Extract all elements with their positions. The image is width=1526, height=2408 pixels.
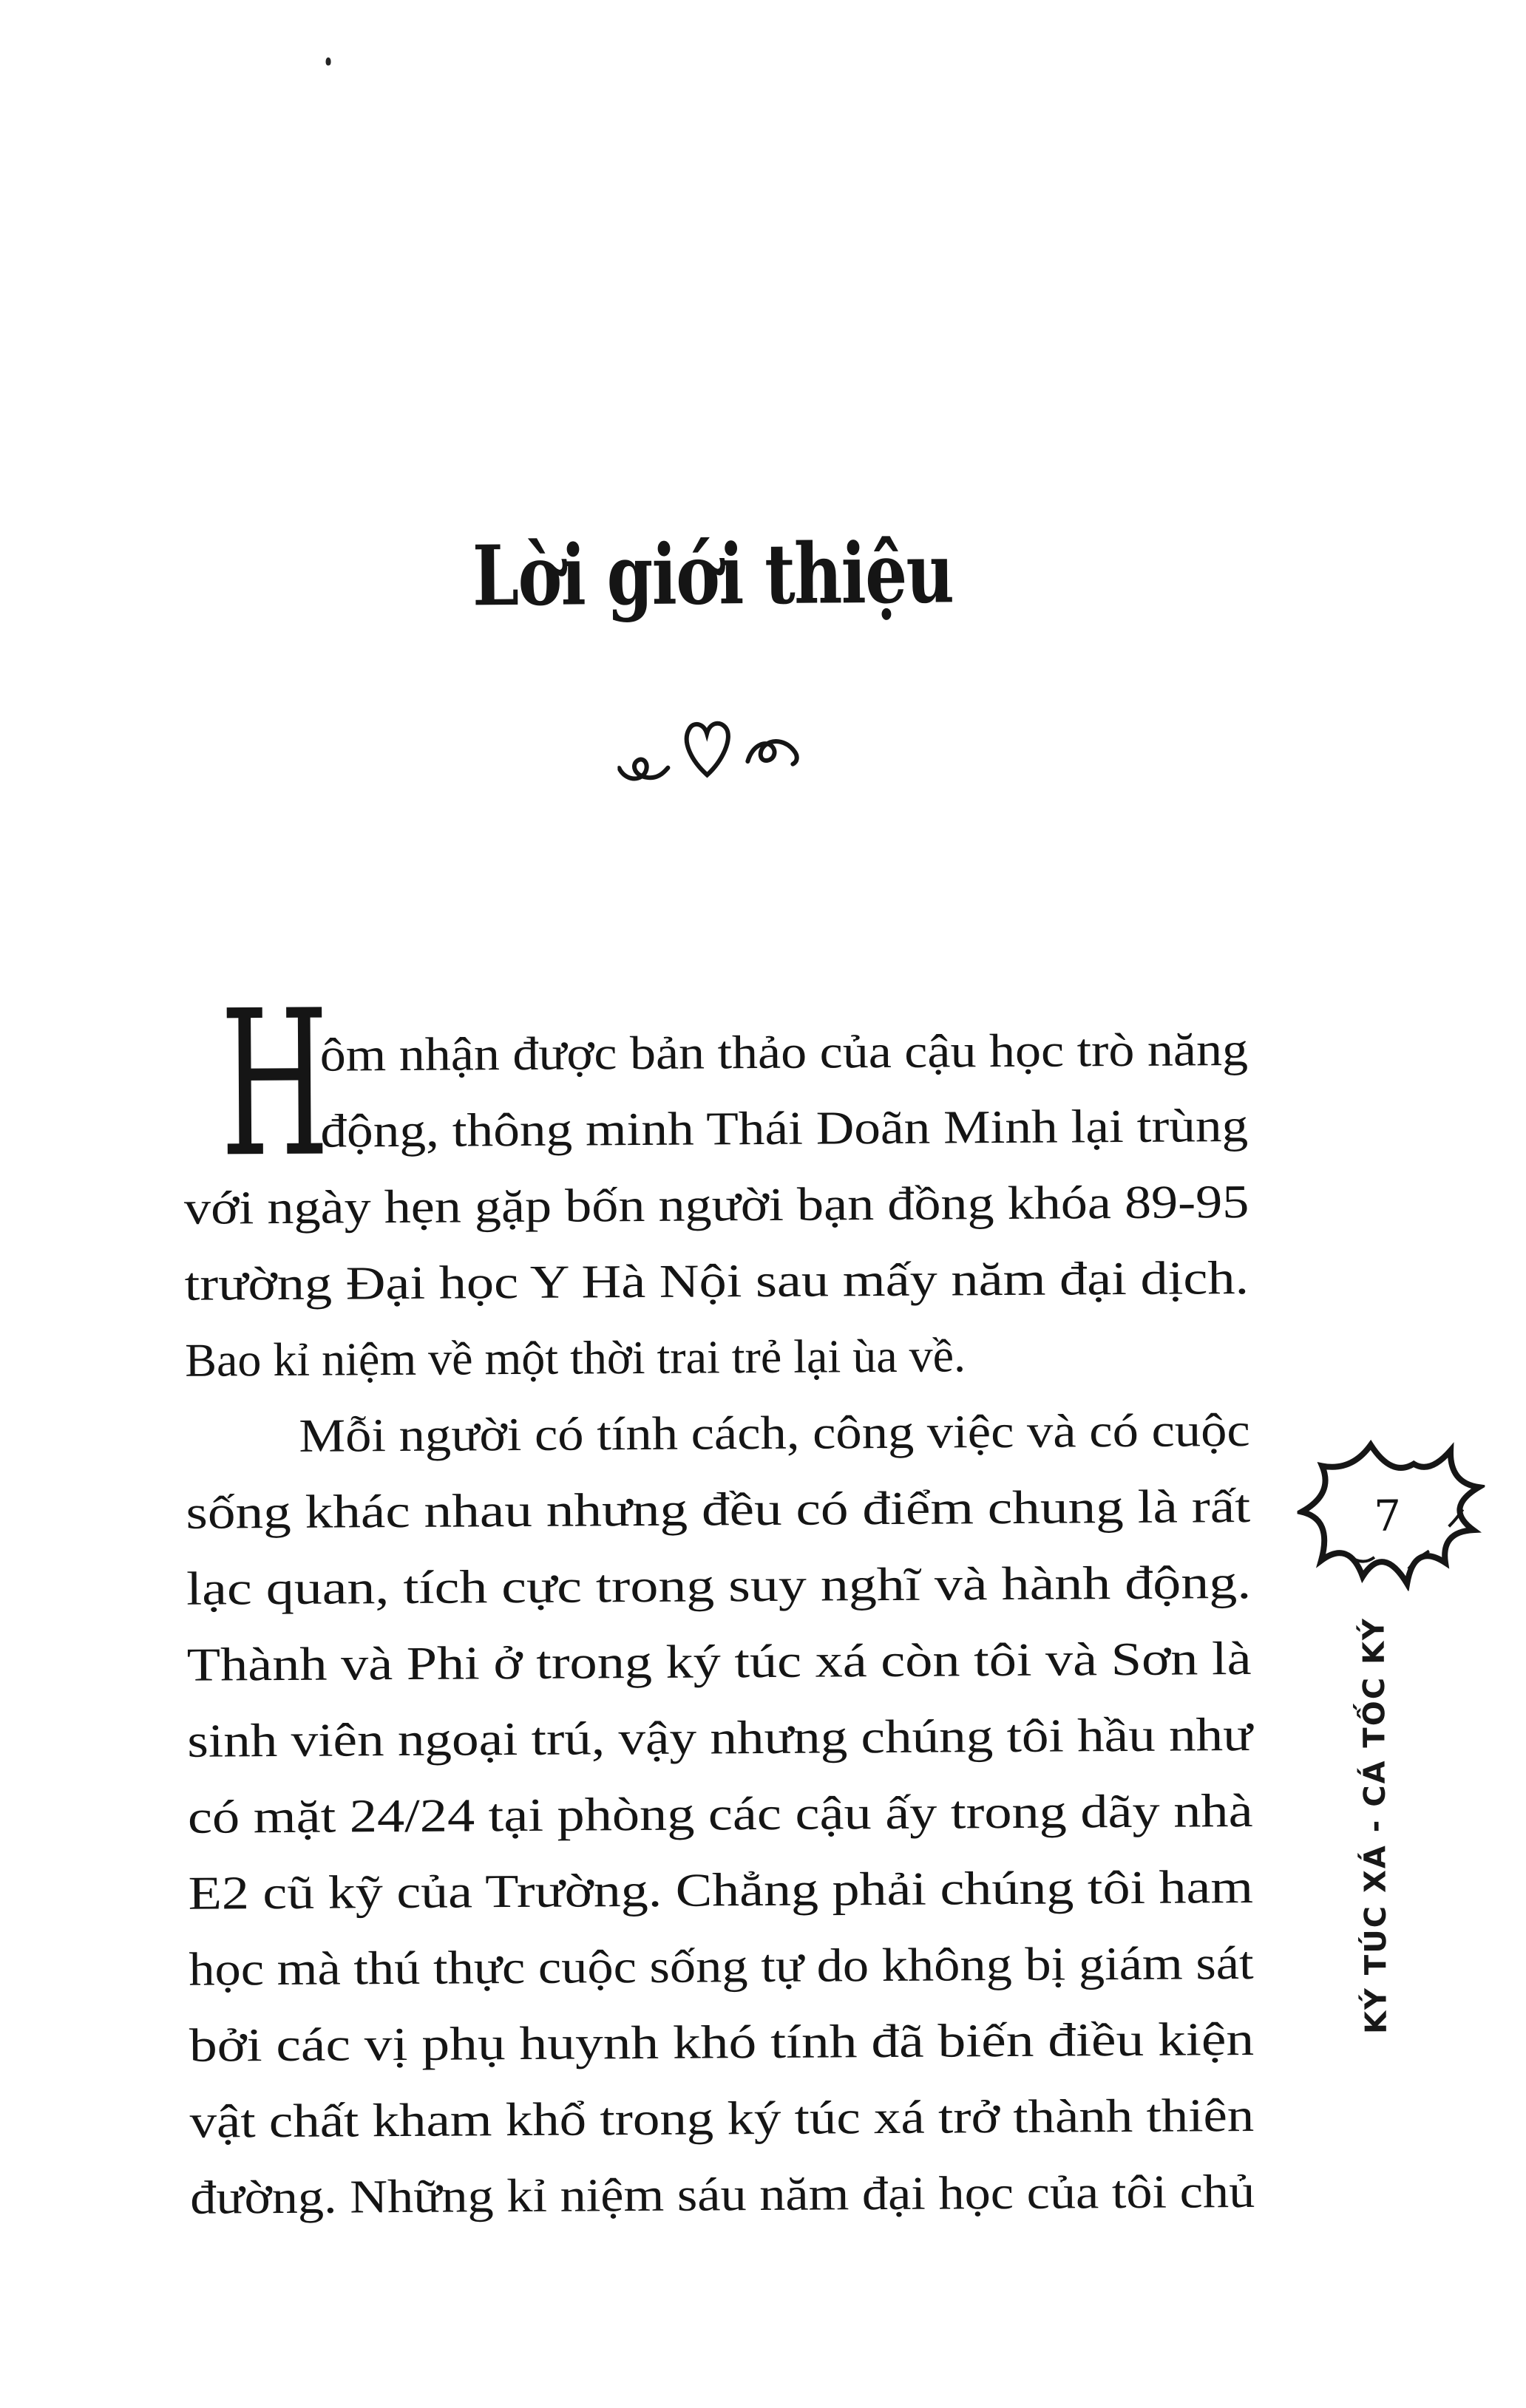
page-title-text: Lời giới thiệu: [472, 525, 954, 625]
body-line: sinh viên ngoại trú, vậy nhưng chúng tôi hầu như: [187, 1707, 1252, 1767]
running-title: KÝ TÚC XÁ - CÁ TỐC KÝ: [1357, 1616, 1394, 2035]
body-line: sống khác nhau nhưng đều có điểm chung là rất: [186, 1479, 1251, 1539]
body-line: có mặt 24/24 tại phòng các cậu ấy trong dãy nhà: [187, 1783, 1253, 1843]
body-line: Mỗi người có tính cách, công việc và có cuộc: [299, 1403, 1250, 1462]
body-line: ôm nhận được bản thảo của cậu học trò năng: [319, 1022, 1249, 1081]
body-line: E2 cũ kỹ của Trường. Chẳng phải chúng tôi ham: [188, 1860, 1254, 1919]
body-line: lạc quan, tích cực trong suy nghĩ và hành động.: [186, 1555, 1252, 1615]
body-line: bởi các vị phụ huynh khó tính đã biến điều kiện: [189, 2012, 1255, 2072]
body-line: học mà thú thực cuộc sống tự do không bị giám sát: [189, 1936, 1254, 1996]
page-number: 7: [1373, 1490, 1402, 1541]
ink-speck: [326, 58, 331, 66]
body-line: với ngày hẹn gặp bốn người bạn đồng khóa 89-95: [183, 1174, 1249, 1234]
body-line: vật chất kham khổ trong ký túc xá trở thành thiên: [189, 2088, 1255, 2148]
body-line: động, thông minh Thái Doãn Minh lại trùng: [320, 1098, 1249, 1157]
starburst-icon: [1297, 1438, 1485, 1592]
heart-swirl-ornament: [617, 718, 810, 816]
body-line: đường. Những kỉ niệm sáu năm đại học của tôi chủ: [189, 2164, 1255, 2224]
page-title: [180, 523, 1245, 627]
body-line: Thành và Phi ở trong ký túc xá còn tôi và Sơn là: [186, 1631, 1252, 1691]
body-text: [183, 967, 1255, 2236]
paragraph: [186, 1392, 1255, 2236]
page-number-burst: [1297, 1438, 1485, 1592]
body-line: Bao kỉ niệm về một thời trai trẻ lại ùa về.: [185, 1329, 966, 1387]
heart-swirl-icon: [617, 718, 810, 816]
paragraph: [183, 967, 1249, 1398]
drop-cap: H: [220, 967, 330, 1203]
body-line: trường Đại học Y Hà Nội sau mấy năm đại dịch.: [184, 1251, 1249, 1310]
